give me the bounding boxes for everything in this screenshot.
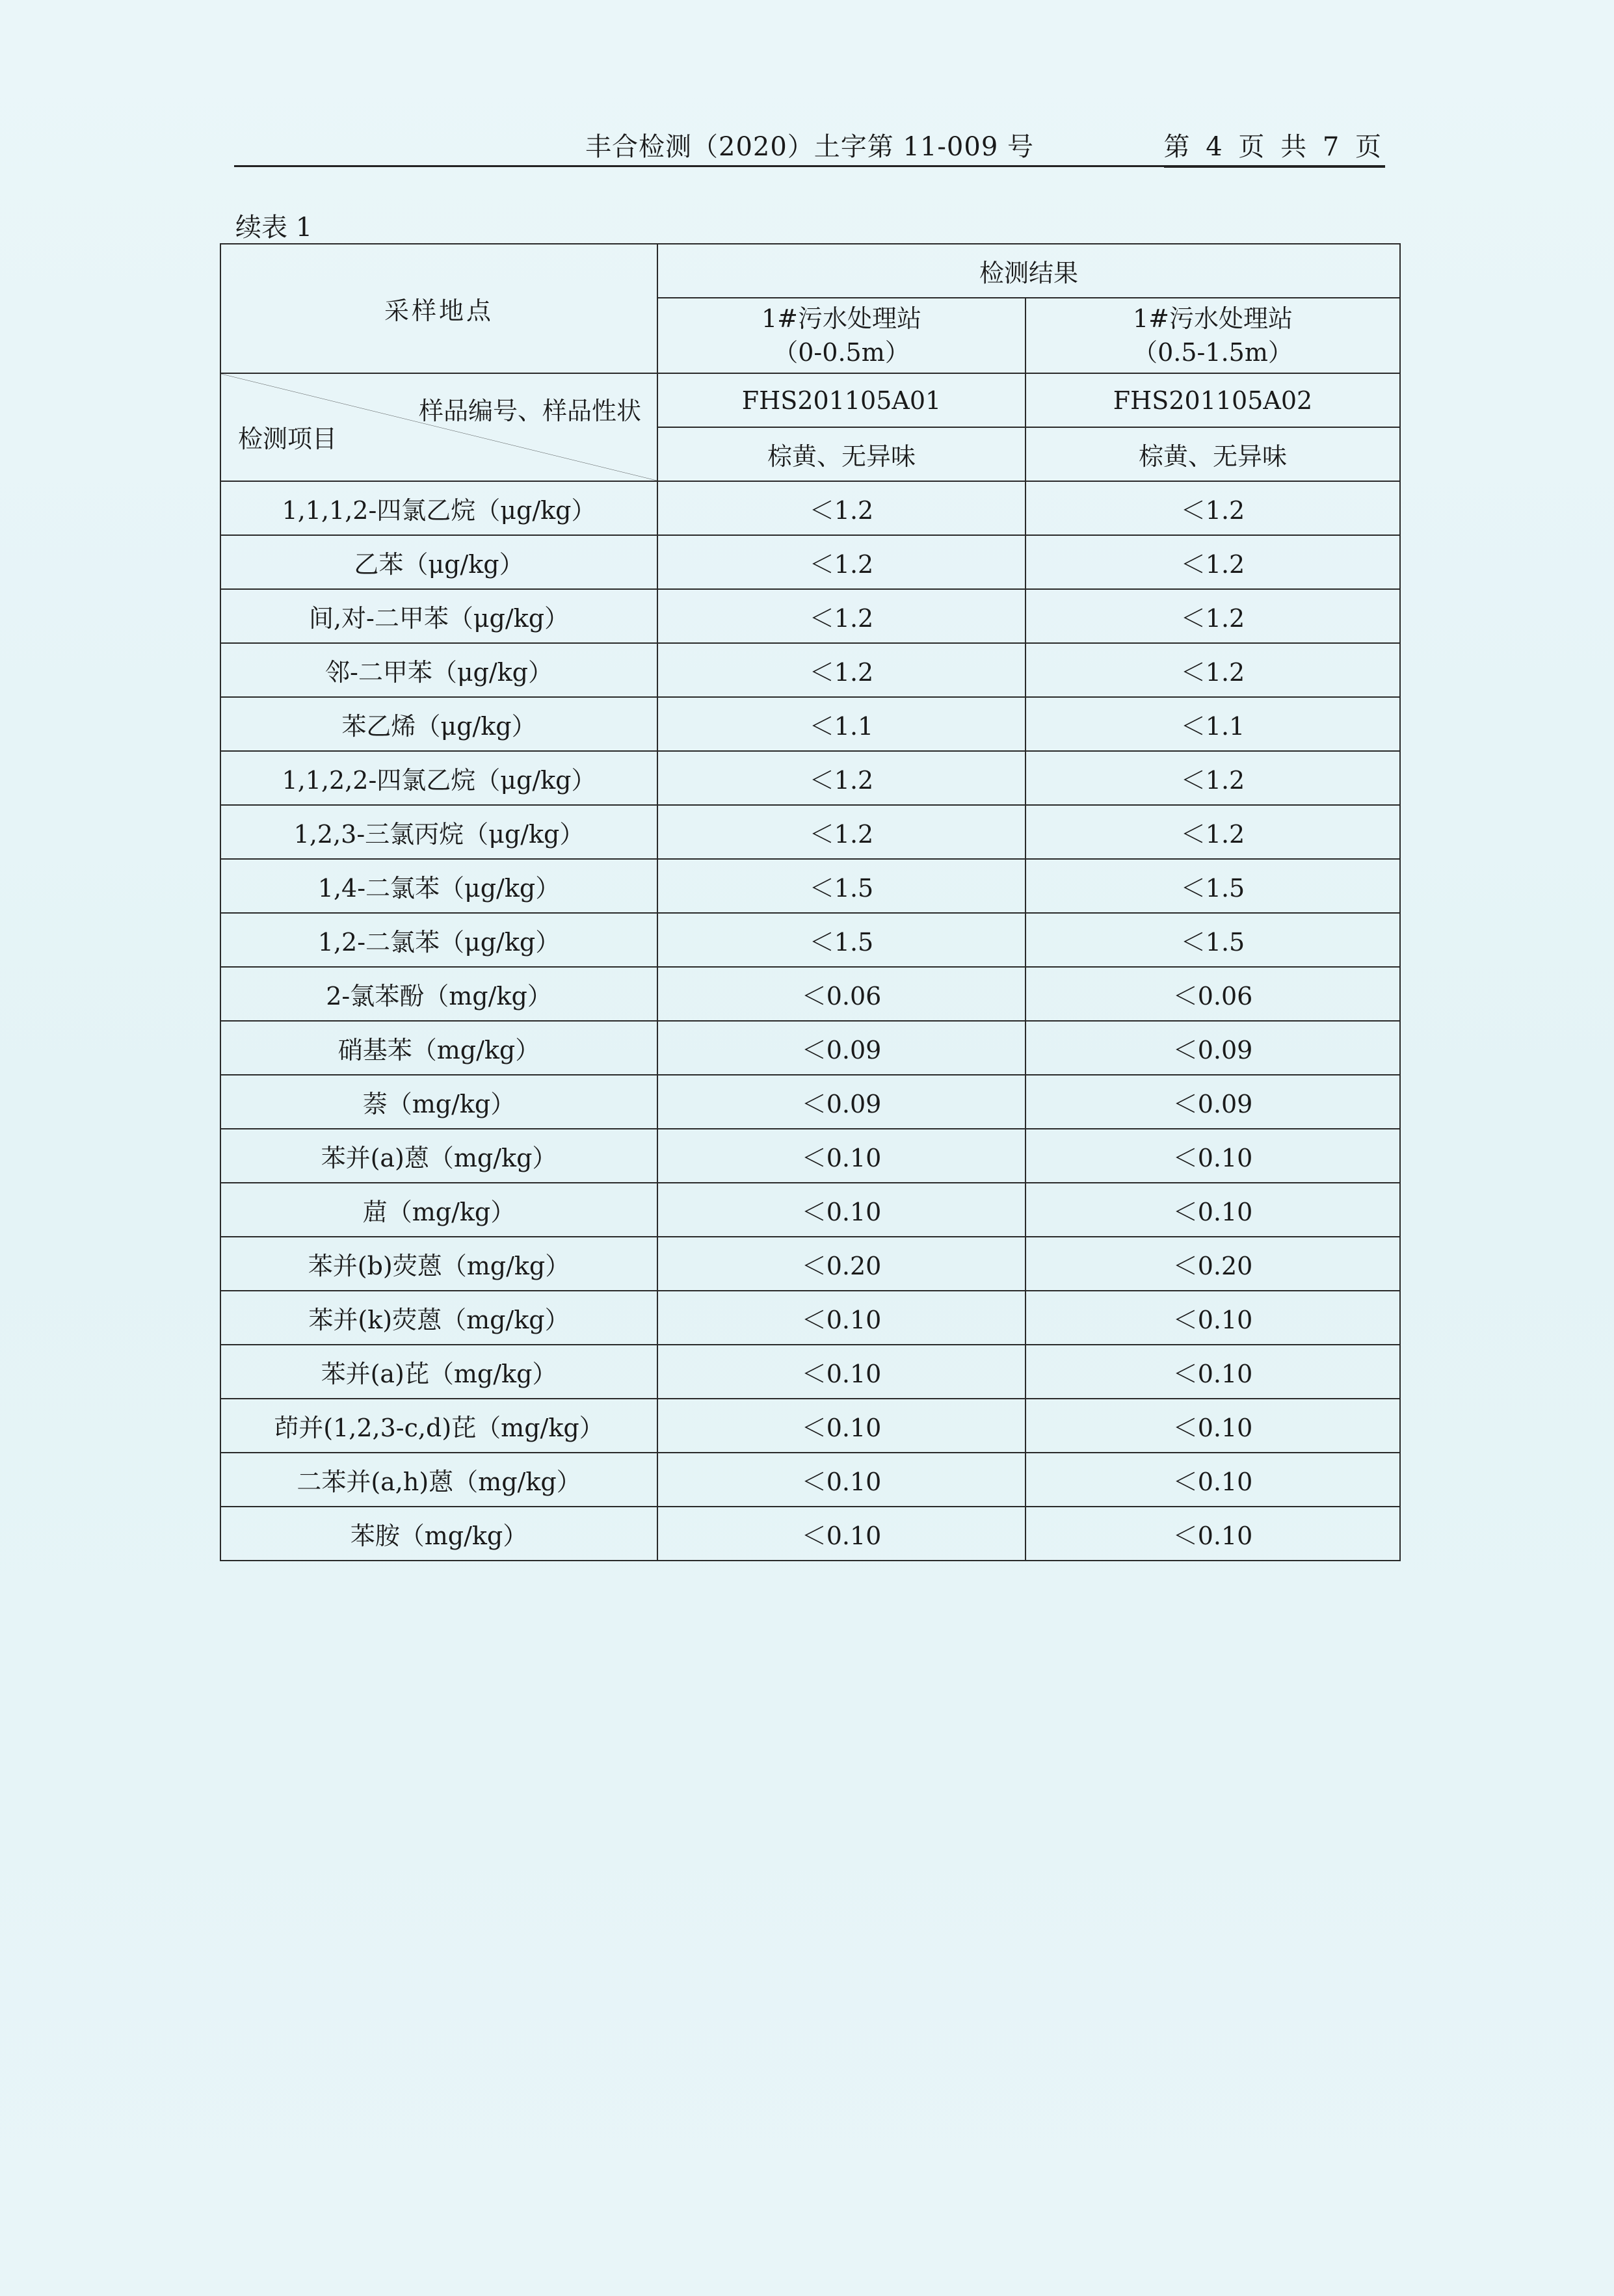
- test-item: 1,2,3-三氯丙烷（μg/kg）: [220, 805, 657, 859]
- site-1-value: ＜0.10: [657, 1453, 1025, 1507]
- site-1-value: ＜0.10: [657, 1183, 1025, 1237]
- site-2-name: 1#污水处理站: [1132, 304, 1293, 333]
- site-1-value: ＜1.5: [657, 859, 1025, 913]
- site-2-value: ＜0.09: [1025, 1075, 1400, 1129]
- results-label: 检测结果: [657, 244, 1400, 298]
- test-item: 1,1,2,2-四氯乙烷（μg/kg）: [220, 751, 657, 805]
- item-label: 检测项目: [238, 425, 337, 453]
- site-1-value: ＜0.10: [657, 1507, 1025, 1561]
- table-row: [220, 1183, 1400, 1237]
- table-caption: 续表 1: [235, 213, 313, 243]
- table-row: [220, 967, 1400, 1021]
- site-2-header: [1025, 298, 1400, 373]
- site-1-value: ＜0.10: [657, 1345, 1025, 1399]
- sampling-location-label: 采样地点: [220, 244, 657, 373]
- site-2-value: ＜0.06: [1025, 967, 1400, 1021]
- test-item: 苯并(b)荧蒽（mg/kg）: [220, 1237, 657, 1291]
- header-row-sample-id: [220, 373, 1400, 427]
- site-1-header: [657, 298, 1025, 373]
- table-row: [220, 1291, 1400, 1345]
- sample-id-label: 样品编号、样品性状: [418, 397, 641, 425]
- test-item: 二苯并(a,h)蒽（mg/kg）: [220, 1453, 657, 1507]
- site-1-value: ＜0.20: [657, 1237, 1025, 1291]
- site-2-value: ＜1.2: [1025, 481, 1400, 535]
- test-item: 䓛（mg/kg）: [220, 1183, 657, 1237]
- site-1-value: ＜1.5: [657, 913, 1025, 967]
- page-number: 第 4 页 共 7 页: [1164, 126, 1385, 168]
- table-row: [220, 1507, 1400, 1561]
- test-item: 间,对-二甲苯（μg/kg）: [220, 589, 657, 643]
- table-row: [220, 1021, 1400, 1075]
- site-2-value: ＜1.2: [1025, 589, 1400, 643]
- report-number: 丰合检测（2020）土字第 11-009 号: [585, 132, 1034, 162]
- table-row: [220, 1129, 1400, 1183]
- test-item: 2-氯苯酚（mg/kg）: [220, 967, 657, 1021]
- site-2-value: ＜0.10: [1025, 1183, 1400, 1237]
- table-row: [220, 913, 1400, 967]
- site-1-value: ＜1.2: [657, 589, 1025, 643]
- site-1-value: ＜1.1: [657, 697, 1025, 751]
- test-item: 硝基苯（mg/kg）: [220, 1021, 657, 1075]
- test-item: 乙苯（μg/kg）: [220, 535, 657, 589]
- site-1-value: ＜1.2: [657, 751, 1025, 805]
- site-2-value: ＜0.09: [1025, 1021, 1400, 1075]
- test-item: 1,2-二氯苯（μg/kg）: [220, 913, 657, 967]
- site-2-value: ＜0.10: [1025, 1345, 1400, 1399]
- site-2-value: ＜0.10: [1025, 1507, 1400, 1561]
- test-item: 茚并(1,2,3-c,d)芘（mg/kg）: [220, 1399, 657, 1453]
- site-1-appearance: 棕黄、无异味: [657, 427, 1025, 481]
- test-item: 苯并(a)芘（mg/kg）: [220, 1345, 657, 1399]
- page-header: [234, 122, 1385, 167]
- site-2-value: ＜1.5: [1025, 859, 1400, 913]
- table-row: [220, 1237, 1400, 1291]
- table-row: [220, 1345, 1400, 1399]
- site-2-appearance: 棕黄、无异味: [1025, 427, 1400, 481]
- site-2-value: ＜1.1: [1025, 697, 1400, 751]
- site-1-value: ＜0.10: [657, 1291, 1025, 1345]
- site-1-name: 1#污水处理站: [761, 304, 922, 333]
- site-1-value: ＜0.09: [657, 1021, 1025, 1075]
- site-1-value: ＜0.10: [657, 1129, 1025, 1183]
- test-item: 苯并(k)荧蒽（mg/kg）: [220, 1291, 657, 1345]
- site-2-value: ＜1.2: [1025, 805, 1400, 859]
- site-1-value: ＜0.09: [657, 1075, 1025, 1129]
- site-2-value: ＜1.5: [1025, 913, 1400, 967]
- diagonal-header-cell: [220, 373, 657, 481]
- table-row: [220, 535, 1400, 589]
- site-1-value: ＜0.10: [657, 1399, 1025, 1453]
- site-1-value: ＜0.06: [657, 967, 1025, 1021]
- site-2-depth: （0.5-1.5m）: [1133, 338, 1293, 367]
- table-row: [220, 589, 1400, 643]
- test-item: 苯胺（mg/kg）: [220, 1507, 657, 1561]
- site-2-value: ＜1.2: [1025, 643, 1400, 697]
- table-row: [220, 859, 1400, 913]
- table-row: [220, 643, 1400, 697]
- site-1-value: ＜1.2: [657, 643, 1025, 697]
- site-2-sample-id: FHS201105A02: [1025, 373, 1400, 427]
- table-row: [220, 481, 1400, 535]
- site-2-value: ＜0.10: [1025, 1129, 1400, 1183]
- site-1-sample-id: FHS201105A01: [657, 373, 1025, 427]
- test-item: 1,4-二氯苯（μg/kg）: [220, 859, 657, 913]
- table-row: [220, 1453, 1400, 1507]
- site-2-value: ＜0.10: [1025, 1399, 1400, 1453]
- site-1-depth: （0-0.5m）: [773, 338, 910, 367]
- site-1-value: ＜1.2: [657, 535, 1025, 589]
- site-2-value: ＜1.2: [1025, 535, 1400, 589]
- table-row: [220, 805, 1400, 859]
- table-row: [220, 751, 1400, 805]
- results-table: [220, 243, 1401, 1561]
- site-2-value: ＜0.10: [1025, 1291, 1400, 1345]
- test-item: 苯乙烯（μg/kg）: [220, 697, 657, 751]
- table-row: [220, 1399, 1400, 1453]
- test-item: 萘（mg/kg）: [220, 1075, 657, 1129]
- site-2-value: ＜0.20: [1025, 1237, 1400, 1291]
- test-item: 1,1,1,2-四氯乙烷（μg/kg）: [220, 481, 657, 535]
- test-item: 苯并(a)蒽（mg/kg）: [220, 1129, 657, 1183]
- site-2-value: ＜1.2: [1025, 751, 1400, 805]
- site-1-value: ＜1.2: [657, 805, 1025, 859]
- table-row: [220, 697, 1400, 751]
- site-2-value: ＜0.10: [1025, 1453, 1400, 1507]
- test-item: 邻-二甲苯（μg/kg）: [220, 643, 657, 697]
- table-row: [220, 1075, 1400, 1129]
- site-1-value: ＜1.2: [657, 481, 1025, 535]
- header-row-results: [220, 244, 1400, 298]
